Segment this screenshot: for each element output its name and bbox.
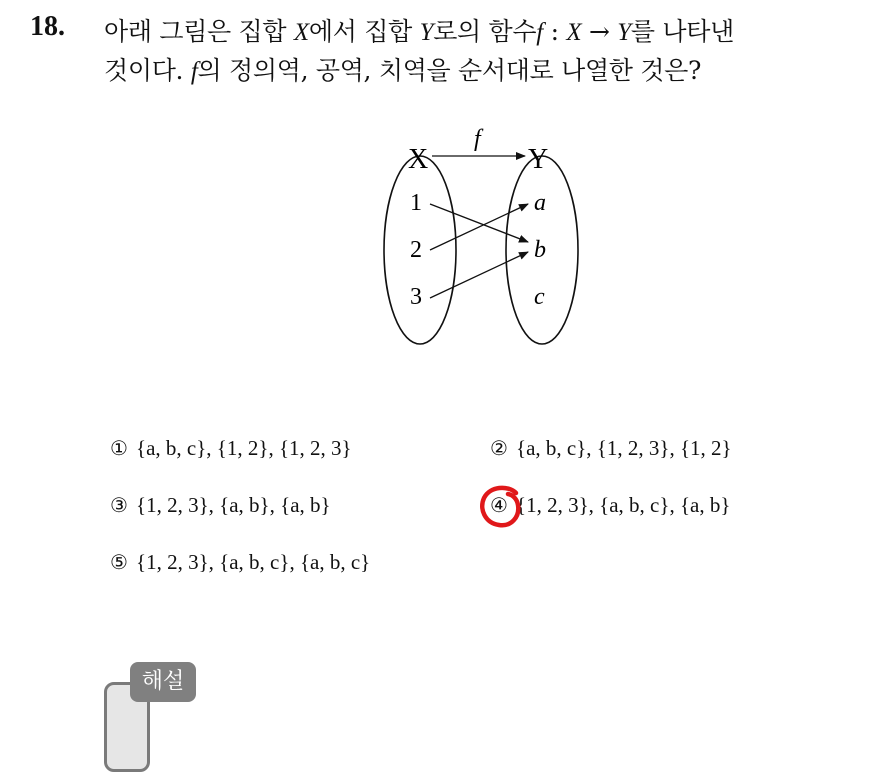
choice-number: ② — [490, 436, 508, 460]
choice-number: ③ — [110, 493, 128, 517]
text-segment: : — [542, 17, 567, 46]
codomain-element: c — [534, 284, 545, 310]
domain-element: 2 — [410, 237, 422, 263]
function-symbol: f — [536, 19, 543, 46]
answer-circle-mark-icon — [478, 483, 524, 529]
arrow-symbol: → — [581, 17, 618, 46]
set-x-symbol: X — [293, 19, 309, 46]
choice-text: {1, 2, 3}, {a, b}, {a, b} — [136, 493, 331, 517]
set-y-symbol: Y — [617, 19, 631, 46]
set-x-label: X — [408, 144, 429, 175]
set-y-label: Y — [528, 144, 549, 175]
text-segment: 를 나타낸 — [630, 17, 734, 46]
answer-choice-2[interactable] — [490, 436, 732, 461]
answer-choice-4[interactable] — [490, 493, 730, 518]
text-segment: 로의 함수 — [433, 17, 537, 46]
answer-choice-5[interactable] — [110, 550, 370, 575]
mapping-arrow-3-b — [430, 252, 528, 298]
choice-text: {a, b, c}, {1, 2}, {1, 2, 3} — [136, 436, 352, 460]
domain-element: 3 — [410, 284, 422, 310]
solution-button[interactable]: 해설 — [130, 662, 196, 702]
question-number: 18. — [30, 11, 65, 42]
text-segment: 것이다. — [104, 56, 191, 85]
choice-text: {1, 2, 3}, {a, b, c}, {a, b, c} — [136, 550, 371, 574]
function-label: f — [474, 126, 481, 152]
function-symbol: f — [190, 58, 198, 85]
answer-choice-3[interactable] — [110, 493, 331, 518]
mapping-arrow-2-a — [430, 204, 528, 250]
choice-number: ⑤ — [110, 550, 128, 574]
codomain-element: b — [534, 237, 546, 263]
choice-number: ① — [110, 436, 128, 460]
text-segment: 아래 그림은 집합 — [104, 17, 294, 46]
set-x-symbol: X — [566, 19, 582, 46]
answer-choice-1[interactable] — [110, 436, 352, 461]
domain-element: 1 — [410, 190, 422, 216]
choice-text: {a, b, c}, {1, 2, 3}, {1, 2} — [516, 436, 732, 460]
choice-number: ④ — [490, 493, 508, 517]
text-segment: 의 정의역, 공역, 치역을 순서대로 나열한 것은? — [197, 56, 702, 85]
question-text-line1 — [104, 12, 734, 48]
codomain-element: a — [534, 190, 546, 216]
mapping-diagram — [370, 120, 600, 350]
choice-text: {1, 2, 3}, {a, b, c}, {a, b} — [516, 493, 731, 517]
text-segment: 에서 집합 — [308, 17, 420, 46]
set-y-symbol: Y — [419, 19, 434, 46]
question-text-line2 — [104, 51, 701, 87]
mapping-arrow-1-b — [430, 204, 528, 242]
